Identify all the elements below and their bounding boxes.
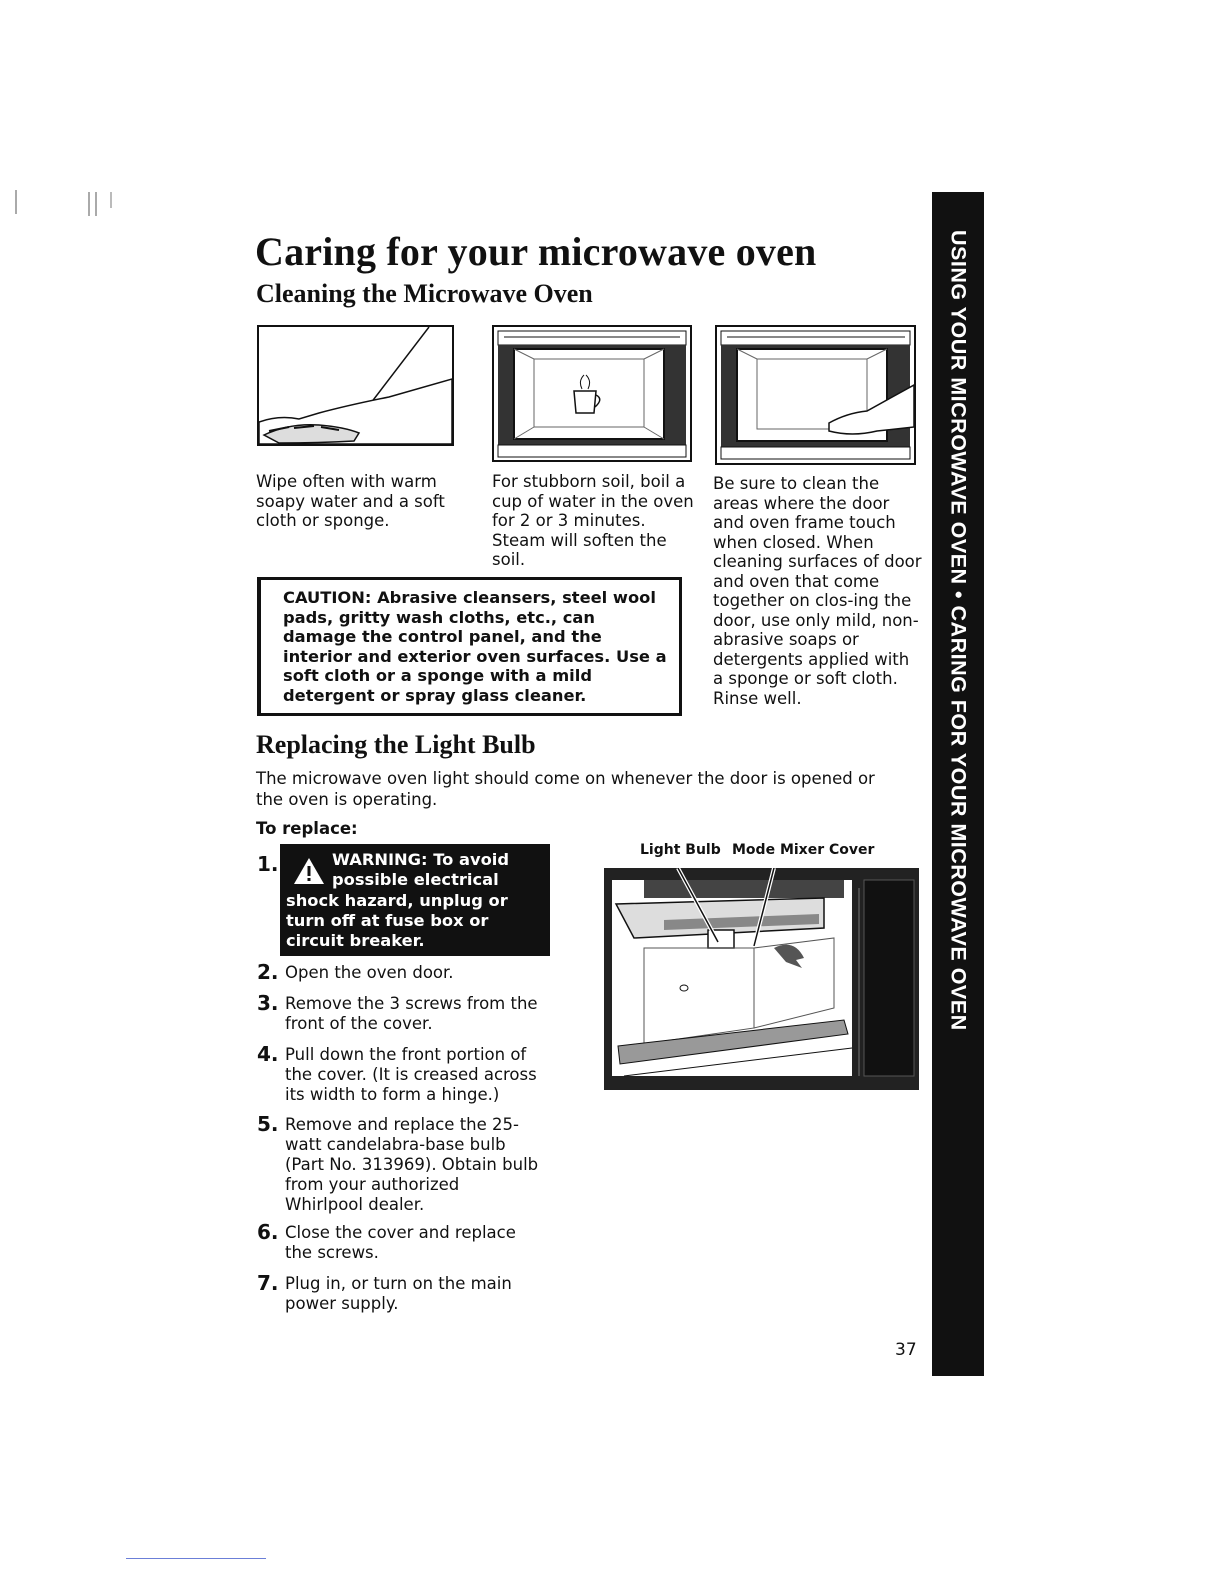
mode-mixer-cover-label: Mode Mixer Cover — [732, 842, 875, 858]
warning-text-line2: shock hazard, unplug or turn off at fuse box or circuit breaker. — [286, 891, 508, 950]
step-text: Pull down the front portion of the cover. (It is creased across its width to form a hinge.) — [285, 1045, 537, 1104]
step-text: Remove and replace the 25-watt candelabra-base bulb (Part No. 313969). Obtain bulb from your authorized Whirlpool dealer. — [285, 1115, 539, 1214]
step-number: 6. — [257, 1220, 279, 1244]
step-number: 2. — [257, 960, 279, 984]
caution-box — [257, 577, 682, 716]
step-number: 7. — [257, 1271, 279, 1295]
caption-boil: For stubborn soil, boil a cup of water in the oven for 2 or 3 minutes. Steam will soften the soil. — [492, 472, 694, 569]
warning-box — [280, 844, 550, 956]
step-number: 3. — [257, 991, 279, 1015]
boil-cup-illustration — [492, 325, 692, 462]
wipe-illustration — [257, 325, 454, 446]
step-text: Plug in, or turn on the main power supply. — [285, 1274, 512, 1313]
caption-door: Be sure to clean the areas where the door and oven frame touch when closed. When cleaning surfaces of door and oven that come together on clos-ing the door, use only mild, non-abrasive soaps or detergents applied with a sponge or soft cloth. Rinse well. — [713, 474, 922, 708]
page-number: 37 — [895, 1340, 917, 1360]
step-number: 4. — [257, 1042, 279, 1066]
step-text: Remove the 3 screws from the front of the cover. — [285, 994, 538, 1033]
step-text: Open the oven door. — [285, 963, 454, 982]
bulb-intro: The microwave oven light should come on whenever the door is opened or the oven is operating. — [256, 769, 875, 809]
cleaning-heading: Cleaning the Microwave Oven — [256, 279, 593, 308]
step-number: 5. — [257, 1112, 279, 1136]
light-bulb-diagram — [604, 868, 919, 1090]
bulb-heading: Replacing the Light Bulb — [256, 730, 536, 759]
footer-rule — [126, 1558, 266, 1559]
step-text: Close the cover and replace the screws. — [285, 1223, 516, 1262]
caption-wipe: Wipe often with warm soapy water and a soft cloth or sponge. — [256, 472, 445, 530]
page-title: Caring for your microwave oven — [255, 229, 817, 274]
warning-text-line1: WARNING: To avoid possible electrical — [332, 850, 510, 889]
side-tab-label: USING YOUR MICROWAVE OVEN • CARING FOR YOUR MICROWAVE OVEN — [946, 230, 971, 1031]
to-replace-label: To replace: — [256, 819, 358, 838]
chapter-side-tab — [932, 192, 984, 1376]
caution-text: CAUTION: Abrasive cleansers, steel wool pads, gritty wash cloths, etc., can damage the control panel, and the interior and exterior oven surfaces. Use a soft cloth or a sponge with a mild detergent or spray glass cleaner. — [283, 588, 667, 705]
step-number: 1. — [257, 852, 279, 876]
scan-margin-marks — [0, 186, 130, 230]
door-cleaning-illustration — [715, 325, 916, 465]
warning-triangle-icon — [293, 857, 325, 885]
light-bulb-label: Light Bulb — [640, 842, 721, 858]
